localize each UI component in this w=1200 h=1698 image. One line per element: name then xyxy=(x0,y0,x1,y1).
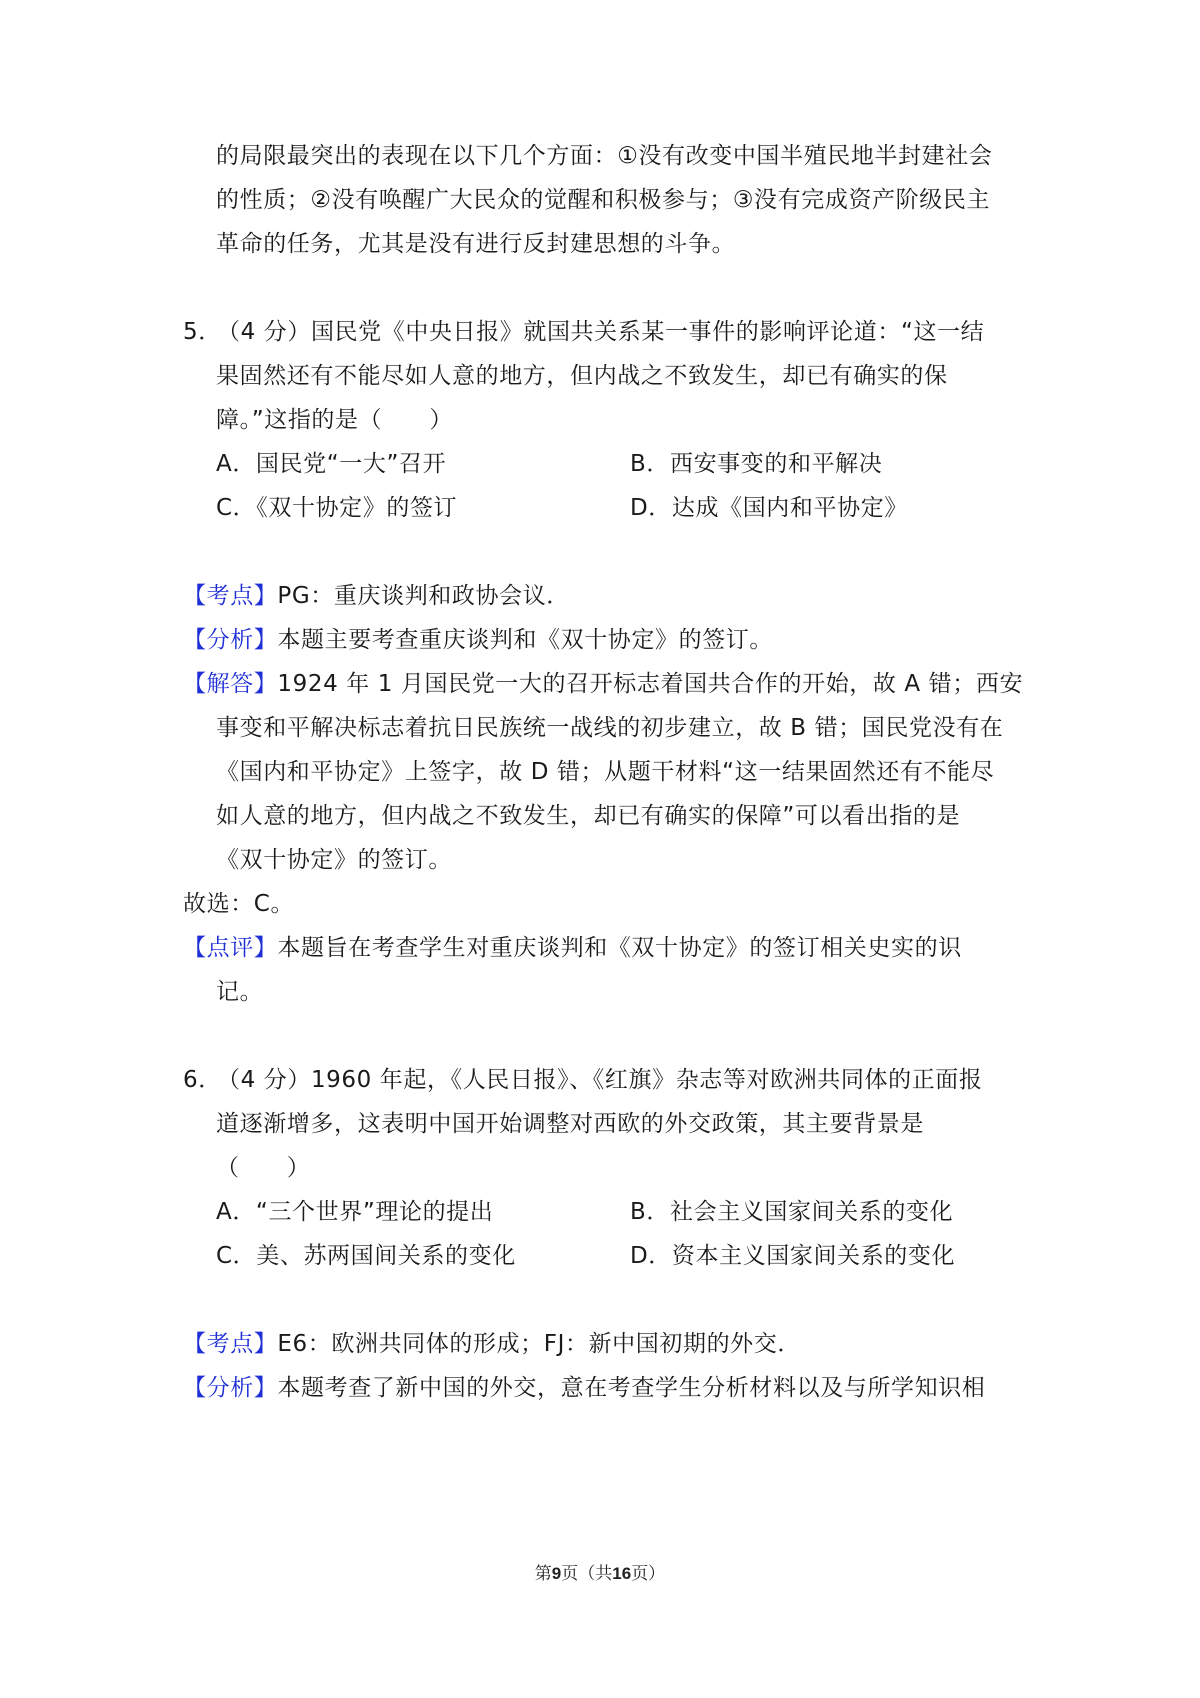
question-6-line-3: （ ） xyxy=(216,1155,311,1181)
footer-pre: 第 xyxy=(534,1564,552,1584)
jieda-line-4: 如人意的地方，但内战之不致发生，却已有确实的保障”可以看出指的是 xyxy=(216,803,961,829)
dianping-line-1 xyxy=(183,933,962,963)
question-5-line-3: 障。”这指的是（ ） xyxy=(216,407,454,433)
answer-line: 故选：C。 xyxy=(183,891,295,917)
fenxi-text: 本题考查了新中国的外交，意在考查学生分析材料以及与所学知识相 xyxy=(277,1375,986,1401)
jieda-line-2: 事变和平解决标志着抗日民族统一战线的初步建立，故 B 错；国民党没有在 xyxy=(216,715,1004,741)
question-5-line-2: 果固然还有不能尽如人意的地方，但内战之不致发生，却已有确实的保 xyxy=(216,363,948,389)
option-d[interactable]: D．达成《国内和平协定》 xyxy=(630,495,908,521)
kaodian-line xyxy=(183,1329,801,1359)
jieda-line-3: 《国内和平协定》上签字，故 D 错；从题干材料“这一结果固然还有不能尽 xyxy=(216,759,995,785)
footer-mid: 页（共 xyxy=(561,1564,613,1584)
option-b[interactable]: B．西安事变的和平解决 xyxy=(630,451,883,477)
fenxi-tag: 【分析】 xyxy=(183,1375,278,1401)
dianping-text: 本题旨在考查学生对重庆谈判和《双十协定》的签订相关史实的识 xyxy=(277,935,962,961)
jieda-line-5: 《双十协定》的签订。 xyxy=(216,847,452,873)
page-number: 9 xyxy=(551,1564,562,1583)
option-b[interactable]: B．社会主义国家间关系的变化 xyxy=(630,1199,954,1225)
option-c[interactable]: C．美、苏两国间关系的变化 xyxy=(216,1243,516,1269)
kaodian-tag: 【考点】 xyxy=(183,1331,278,1357)
fenxi-line xyxy=(183,1373,985,1403)
option-a[interactable]: A．国民党“一大”召开 xyxy=(216,451,447,477)
question-number: 6． xyxy=(183,1067,222,1093)
continuation-line-2: 的性质；②没有唤醒广大民众的觉醒和积极参与；③没有完成资产阶级民主 xyxy=(216,187,991,213)
fenxi-tag: 【分析】 xyxy=(183,627,278,653)
fenxi-text: 本题主要考查重庆谈判和《双十协定》的签订。 xyxy=(277,627,774,653)
option-d[interactable]: D．资本主义国家间关系的变化 xyxy=(630,1243,956,1269)
jieda-tag: 【解答】 xyxy=(183,671,278,697)
option-a[interactable]: A．“三个世界”理论的提出 xyxy=(216,1199,494,1225)
page-footer xyxy=(0,1562,1200,1586)
question-6-line-2: 道逐渐增多，这表明中国开始调整对西欧的外交政策，其主要背景是 xyxy=(216,1111,924,1137)
continuation-line-3: 革命的任务，尤其是没有进行反封建思想的斗争。 xyxy=(216,231,736,257)
jieda-line-1 xyxy=(183,669,1023,699)
kaodian-line xyxy=(183,581,570,611)
fenxi-line xyxy=(183,625,773,655)
question-number: 5． xyxy=(183,319,222,345)
question-5-line-1 xyxy=(183,317,984,347)
jieda-text: 1924 年 1 月国民党一大的召开标志着国共合作的开始，故 A 错；西安 xyxy=(277,671,1024,697)
footer-post: 页） xyxy=(631,1564,666,1584)
dianping-tag: 【点评】 xyxy=(183,935,278,961)
dianping-line-2: 记。 xyxy=(216,979,264,1005)
question-text: （4 分）1960 年起，《人民日报》、《红旗》杂志等对欧洲共同体的正面报 xyxy=(217,1067,983,1093)
kaodian-tag: 【考点】 xyxy=(183,583,278,609)
option-c[interactable]: C．《双十协定》的签订 xyxy=(216,495,458,521)
kaodian-text: PG：重庆谈判和政协会议． xyxy=(277,583,570,609)
question-text: （4 分）国民党《中央日报》就国共关系某一事件的影响评论道：“这一结 xyxy=(217,319,985,345)
kaodian-text: E6：欧洲共同体的形成；FJ：新中国初期的外交． xyxy=(277,1331,801,1357)
question-6-line-1 xyxy=(183,1065,983,1095)
total-pages: 16 xyxy=(612,1564,632,1583)
continuation-line-1: 的局限最突出的表现在以下几个方面：①没有改变中国半殖民地半封建社会 xyxy=(216,143,993,169)
